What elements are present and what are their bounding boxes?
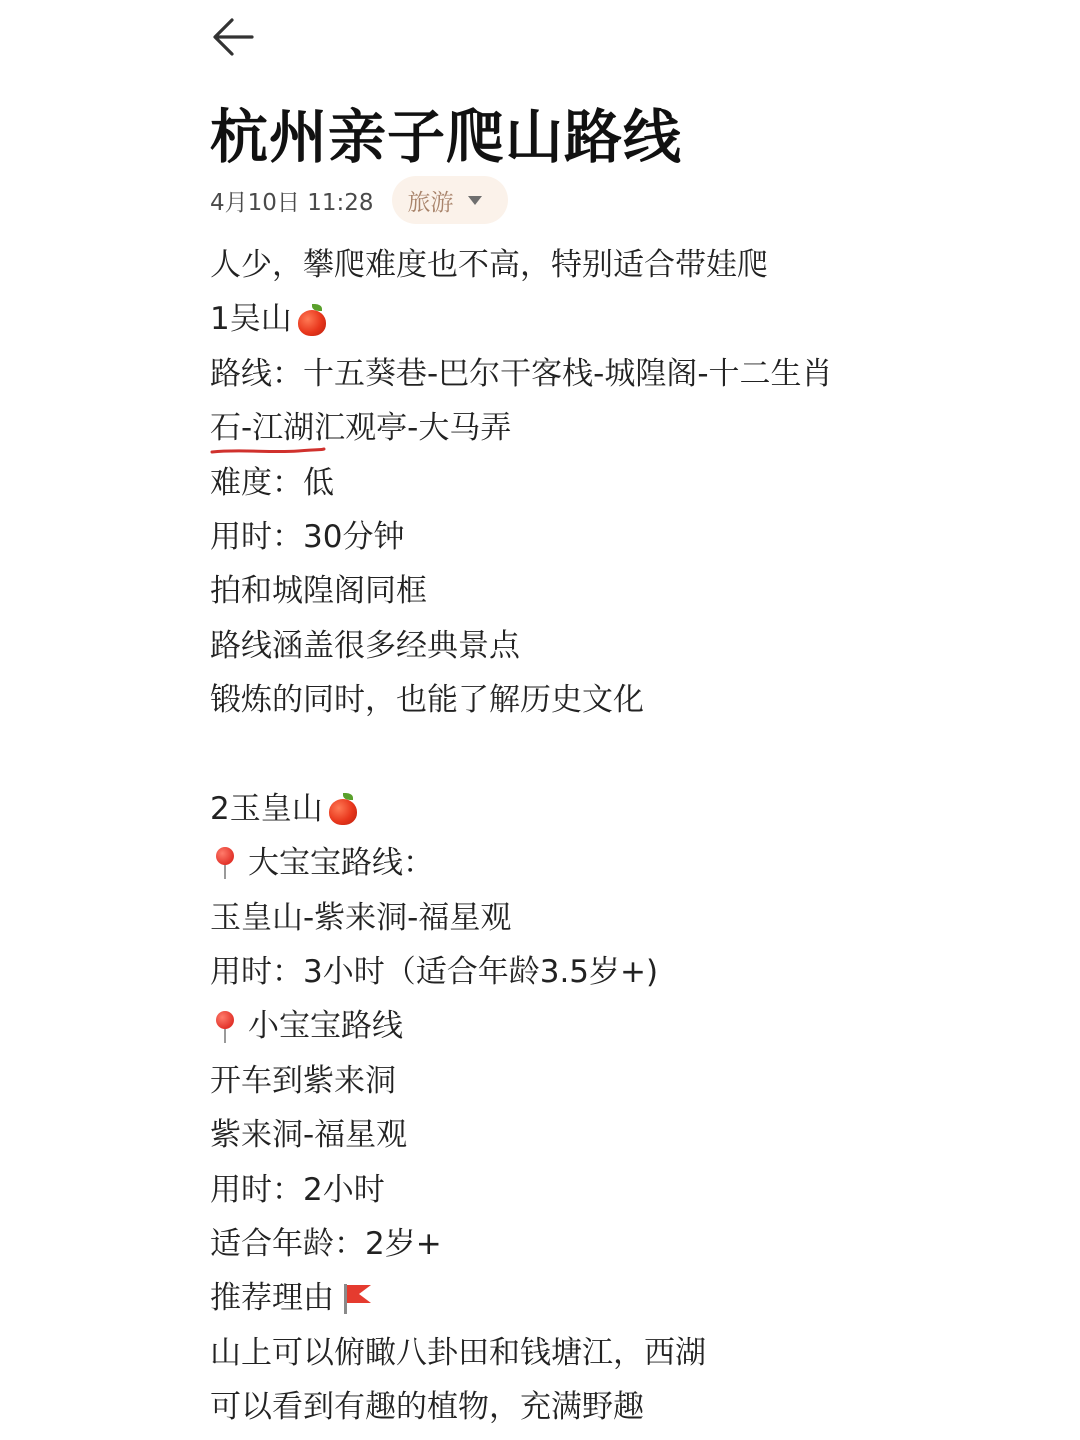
note-line-text: 人少，攀爬难度也不高，特别适合带娃爬 [210, 247, 768, 283]
note-line [210, 510, 1050, 564]
note-line-text: 拍和城隍阁同框 [210, 573, 427, 610]
blank-line [210, 728, 1050, 782]
note-line [210, 999, 1050, 1053]
note-line-text: 难度：低 [210, 464, 334, 501]
pin-icon [210, 845, 240, 881]
note-line [210, 945, 1050, 999]
note-line [210, 891, 1050, 945]
note-line [210, 564, 1050, 618]
note-line-text: 大宝宝路线： [248, 845, 434, 882]
category-label: 旅游 [407, 189, 454, 216]
note-body[interactable] [210, 238, 1050, 1435]
note-line [210, 836, 1050, 890]
note-line-text: 锻炼的同时，也能了解历史文化 [210, 682, 644, 719]
note-line-text: 用时：30分钟 [210, 518, 405, 555]
note-line-text: 推荐理由 [210, 1280, 334, 1317]
note-line [210, 1380, 1050, 1434]
pin-icon [210, 1009, 240, 1045]
note-line-text: 石-江湖汇观亭-大马弄 [210, 410, 512, 447]
note-line-text: 小宝宝路线 [248, 1008, 403, 1045]
note-line [210, 292, 1050, 346]
back-button[interactable] [208, 14, 260, 60]
note-meta [210, 175, 508, 225]
note-line-text: 山上可以俯瞰八卦田和钱塘江，西湖 [210, 1334, 706, 1371]
note-line-text: 用时：3小时（适合年龄3.5岁+) [210, 954, 659, 991]
note-line-text: 紫来洞-福星观 [210, 1117, 408, 1154]
category-dropdown[interactable] [392, 176, 508, 224]
note-line [210, 1326, 1050, 1380]
note-line-text: 路线涵盖很多经典景点 [210, 627, 520, 664]
note-title: 杭州亲子爬山路线 [210, 103, 683, 171]
apple-icon [327, 793, 359, 825]
note-line [210, 401, 1050, 455]
note-line [210, 1163, 1050, 1217]
note-line-text: 适合年龄：2岁+ [210, 1226, 442, 1263]
note-line [210, 1108, 1050, 1162]
note-date: 4月10日 11:28 [210, 189, 374, 216]
note-line-text: 玉皇山-紫来洞-福星观 [210, 899, 512, 936]
note-line-text: 可以看到有趣的植物，充满野趣 [210, 1389, 644, 1426]
apple-icon [296, 304, 328, 336]
note-line [210, 238, 1050, 292]
note-line-text: 1吴山 [210, 301, 292, 338]
note-line-text: 开车到紫来洞 [210, 1062, 396, 1099]
note-line-text: 2玉皇山 [210, 790, 323, 827]
note-line [210, 347, 1050, 401]
note-line [210, 1054, 1050, 1108]
note-line [210, 1217, 1050, 1271]
note-line-text: 用时：2小时 [210, 1171, 385, 1208]
note-line [210, 1271, 1050, 1325]
note-line-text: 路线：十五葵巷-巴尔干客栈-城隍阁-十二生肖 [210, 355, 833, 392]
arrow-left-icon [208, 14, 260, 60]
flag-icon [338, 1282, 372, 1316]
note-line [210, 456, 1050, 510]
note-line [210, 619, 1050, 673]
note-line [210, 673, 1050, 727]
note-line [210, 782, 1050, 836]
chevron-down-icon [468, 196, 482, 205]
handwritten-underline [210, 444, 326, 458]
